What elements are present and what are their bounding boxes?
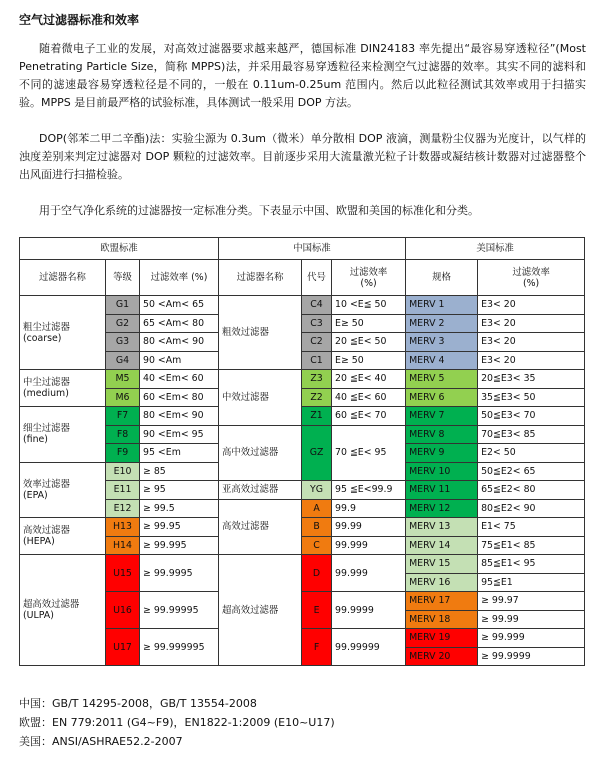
eu-eff-cell: ≥ 99.9995: [140, 555, 219, 592]
eu-eff-cell: ≥ 99.99995: [140, 592, 219, 629]
cn-eff-cell: 99.99: [332, 518, 406, 537]
cn-group-coarse: 粗效过滤器: [219, 296, 302, 370]
table-row: [20, 407, 585, 426]
eu-grade-cell: F7: [106, 407, 140, 426]
us-spec-cell: MERV 16: [406, 573, 478, 592]
cn-code-cell: C: [302, 536, 332, 555]
eu-group-epa: 效率过滤器 (EPA): [20, 462, 106, 518]
eu-eff-cell: 95 <Em: [140, 444, 219, 463]
eu-grade-cell: E10: [106, 462, 140, 481]
us-eff-cell: 50≦E2< 65: [478, 462, 585, 481]
cn-eff-cell: 10 <E≦ 50: [332, 296, 406, 315]
eu-eff-cell: ≥ 99.999995: [140, 629, 219, 666]
cn-eff-header: 过滤效率 (%): [332, 260, 406, 296]
us-spec-cell: MERV 5: [406, 370, 478, 389]
cn-group-high-medium: 高中效过滤器: [219, 425, 302, 481]
cn-code-cell: GZ: [302, 425, 332, 481]
us-eff-cell: 20≦E3< 35: [478, 370, 585, 389]
eu-standard-header: 欧盟标准: [20, 238, 219, 260]
eu-grade-cell: E12: [106, 499, 140, 518]
us-eff-cell: E3< 20: [478, 351, 585, 370]
cn-code-cell: Z2: [302, 388, 332, 407]
eu-grade-cell: M6: [106, 388, 140, 407]
table-row: [20, 296, 585, 315]
us-spec-cell: MERV 1: [406, 296, 478, 315]
cn-code-cell: C3: [302, 314, 332, 333]
eu-grade-cell: G2: [106, 314, 140, 333]
filter-standards-table: [19, 237, 585, 666]
cn-eff-cell: 20 ≦E< 50: [332, 333, 406, 352]
cn-code-header: 代号: [302, 260, 332, 296]
cn-group-ultra: 超高效过滤器: [219, 555, 302, 666]
eu-grade-cell: G3: [106, 333, 140, 352]
us-spec-cell: MERV 10: [406, 462, 478, 481]
us-spec-cell: MERV 3: [406, 333, 478, 352]
us-spec-cell: MERV 12: [406, 499, 478, 518]
cn-code-cell: C2: [302, 333, 332, 352]
cn-group-medium: 中效过滤器: [219, 370, 302, 426]
eu-grade-header: 等级: [106, 260, 140, 296]
eu-grade-cell: U15: [106, 555, 140, 592]
eu-grade-cell: H14: [106, 536, 140, 555]
footer-us-standard: 美国：ANSI/ASHRAE52.2-2007: [19, 735, 183, 748]
us-eff-cell: E1< 75: [478, 518, 585, 537]
cn-eff-cell: 60 ≦E< 70: [332, 407, 406, 426]
eu-eff-cell: ≥ 99.995: [140, 536, 219, 555]
eu-eff-cell: 60 <Em< 80: [140, 388, 219, 407]
cn-eff-cell: 99.9999: [332, 592, 406, 629]
eu-name-header: 过滤器名称: [20, 260, 106, 296]
us-spec-cell: MERV 4: [406, 351, 478, 370]
eu-eff-cell: ≥ 99.5: [140, 499, 219, 518]
us-eff-cell: E3< 20: [478, 314, 585, 333]
cn-group-sub-high: 亚高效过滤器: [219, 481, 302, 500]
us-spec-cell: MERV 17: [406, 592, 478, 611]
cn-group-high: 高效过滤器: [219, 499, 302, 555]
eu-eff-cell: 40 <Em< 60: [140, 370, 219, 389]
cn-eff-cell: 95 ≦E<99.9: [332, 481, 406, 500]
us-eff-cell: ≥ 99.9999: [478, 647, 585, 666]
eu-group-ulpa: 超高效过滤器 (ULPA): [20, 555, 106, 666]
eu-eff-cell: ≥ 85: [140, 462, 219, 481]
us-eff-cell: 70≦E3< 85: [478, 425, 585, 444]
us-spec-cell: MERV 8: [406, 425, 478, 444]
eu-group-coarse: 粗尘过滤器 (coarse): [20, 296, 106, 370]
us-spec-cell: MERV 20: [406, 647, 478, 666]
page-title: 空气过滤器标准和效率: [19, 13, 140, 27]
table-group-header-row: [20, 238, 585, 260]
eu-eff-cell: ≥ 95: [140, 481, 219, 500]
cn-code-cell: A: [302, 499, 332, 518]
eu-group-medium: 中尘过滤器 (medium): [20, 370, 106, 407]
us-eff-cell: 80≦E2< 90: [478, 499, 585, 518]
footer-china-standard: 中国：GB/T 14295-2008，GB/T 13554-2008: [19, 697, 257, 710]
eu-grade-cell: G4: [106, 351, 140, 370]
cn-code-cell: E: [302, 592, 332, 629]
cn-eff-cell: 20 ≦E< 40: [332, 370, 406, 389]
cn-eff-cell: 40 ≦E< 60: [332, 388, 406, 407]
eu-eff-cell: ≥ 99.95: [140, 518, 219, 537]
us-eff-cell: ≥ 99.97: [478, 592, 585, 611]
us-eff-cell: 50≦E3< 70: [478, 407, 585, 426]
cn-eff-cell: E≥ 50: [332, 351, 406, 370]
cn-code-cell: F: [302, 629, 332, 666]
cn-code-cell: B: [302, 518, 332, 537]
us-eff-cell: E3< 20: [478, 296, 585, 315]
cn-code-cell: C4: [302, 296, 332, 315]
cn-eff-cell: 99.999: [332, 536, 406, 555]
eu-group-hepa: 高效过滤器 (HEPA): [20, 518, 106, 555]
us-eff-cell: 75≦E1< 85: [478, 536, 585, 555]
table-row: [20, 555, 585, 574]
us-standard-header: 美国标准: [406, 238, 585, 260]
cn-eff-cell: E≥ 50: [332, 314, 406, 333]
us-eff-cell: 95≦E1: [478, 573, 585, 592]
us-spec-cell: MERV 2: [406, 314, 478, 333]
eu-eff-header: 过滤效率 (%): [140, 260, 219, 296]
us-spec-cell: MERV 14: [406, 536, 478, 555]
table-row: [20, 518, 585, 537]
footer-eu-standard: 欧盟：EN 779:2011 (G4~F9)，EN1822-1:2009 (E10~U17): [19, 716, 335, 729]
us-eff-cell: 35≦E3< 50: [478, 388, 585, 407]
eu-grade-cell: U17: [106, 629, 140, 666]
cn-eff-cell: 99.999: [332, 555, 406, 592]
us-eff-cell: E2< 50: [478, 444, 585, 463]
paragraph-intro-table: 用于空气净化系统的过滤器按一定标准分类。下表显示中国、欧盟和美国的标准化和分类。: [39, 204, 479, 217]
eu-eff-cell: 50 <Am< 65: [140, 296, 219, 315]
us-eff-cell: 85≦E1< 95: [478, 555, 585, 574]
cn-code-cell: Z3: [302, 370, 332, 389]
cn-code-cell: C1: [302, 351, 332, 370]
eu-grade-cell: H13: [106, 518, 140, 537]
cn-eff-cell: 70 ≦E< 95: [332, 425, 406, 481]
us-spec-cell: MERV 18: [406, 610, 478, 629]
eu-eff-cell: 80 <Am< 90: [140, 333, 219, 352]
cn-standard-header: 中国标准: [219, 238, 406, 260]
table-row: [20, 370, 585, 389]
us-eff-cell: 65≦E2< 80: [478, 481, 585, 500]
us-eff-cell: E3< 20: [478, 333, 585, 352]
cn-name-header: 过滤器名称: [219, 260, 302, 296]
cn-code-cell: Z1: [302, 407, 332, 426]
us-eff-cell: ≥ 99.999: [478, 629, 585, 648]
paragraph-mpps: 随着微电子工业的发展，对高效过滤器要求越来越严，德国标准 DIN24183 率先提出“最容易穿透粒径”(Most Penetrating Particle Size，简称 MPPS)法，并采用最容易穿透粒径来检测空气过滤器的效率。其实不同的滤料和不同的滤速最容易穿透粒径是不同的，一般在 0.11um-0.25um 范围内。然后以此粒径测试其效率或用于扫描实验。MPPS 是目前最严格的试验标准，具体测试一般采用 DOP 方法。: [19, 42, 586, 109]
eu-eff-cell: 90 <Am: [140, 351, 219, 370]
cn-code-cell: YG: [302, 481, 332, 500]
eu-grade-cell: F8: [106, 425, 140, 444]
table-column-header-row: [20, 260, 585, 296]
eu-grade-cell: M5: [106, 370, 140, 389]
eu-eff-cell: 90 <Em< 95: [140, 425, 219, 444]
us-eff-header: 过滤效率 (%): [478, 260, 585, 296]
eu-grade-cell: G1: [106, 296, 140, 315]
eu-eff-cell: 65 <Am< 80: [140, 314, 219, 333]
us-spec-header: 规格: [406, 260, 478, 296]
eu-group-fine: 细尘过滤器 (fine): [20, 407, 106, 463]
us-spec-cell: MERV 9: [406, 444, 478, 463]
us-spec-cell: MERV 13: [406, 518, 478, 537]
cn-code-cell: D: [302, 555, 332, 592]
eu-grade-cell: U16: [106, 592, 140, 629]
us-spec-cell: MERV 11: [406, 481, 478, 500]
paragraph-dop: DOP(邻苯二甲二辛酯)法：实验尘源为 0.3um（微米）单分散相 DOP 液滴，测量粉尘仪器为光度计，以气样的浊度差别来判定过滤器对 DOP 颗粒的过滤效率。目前逐步采用大流量激光粒子计数器或凝结核计数器对过滤器整个出风面进行扫描检验。: [19, 132, 586, 181]
eu-grade-cell: E11: [106, 481, 140, 500]
cn-eff-cell: 99.99999: [332, 629, 406, 666]
us-eff-cell: ≥ 99.99: [478, 610, 585, 629]
cn-eff-cell: 99.9: [332, 499, 406, 518]
eu-eff-cell: 80 <Em< 90: [140, 407, 219, 426]
eu-grade-cell: F9: [106, 444, 140, 463]
us-spec-cell: MERV 6: [406, 388, 478, 407]
us-spec-cell: MERV 19: [406, 629, 478, 648]
us-spec-cell: MERV 7: [406, 407, 478, 426]
us-spec-cell: MERV 15: [406, 555, 478, 574]
